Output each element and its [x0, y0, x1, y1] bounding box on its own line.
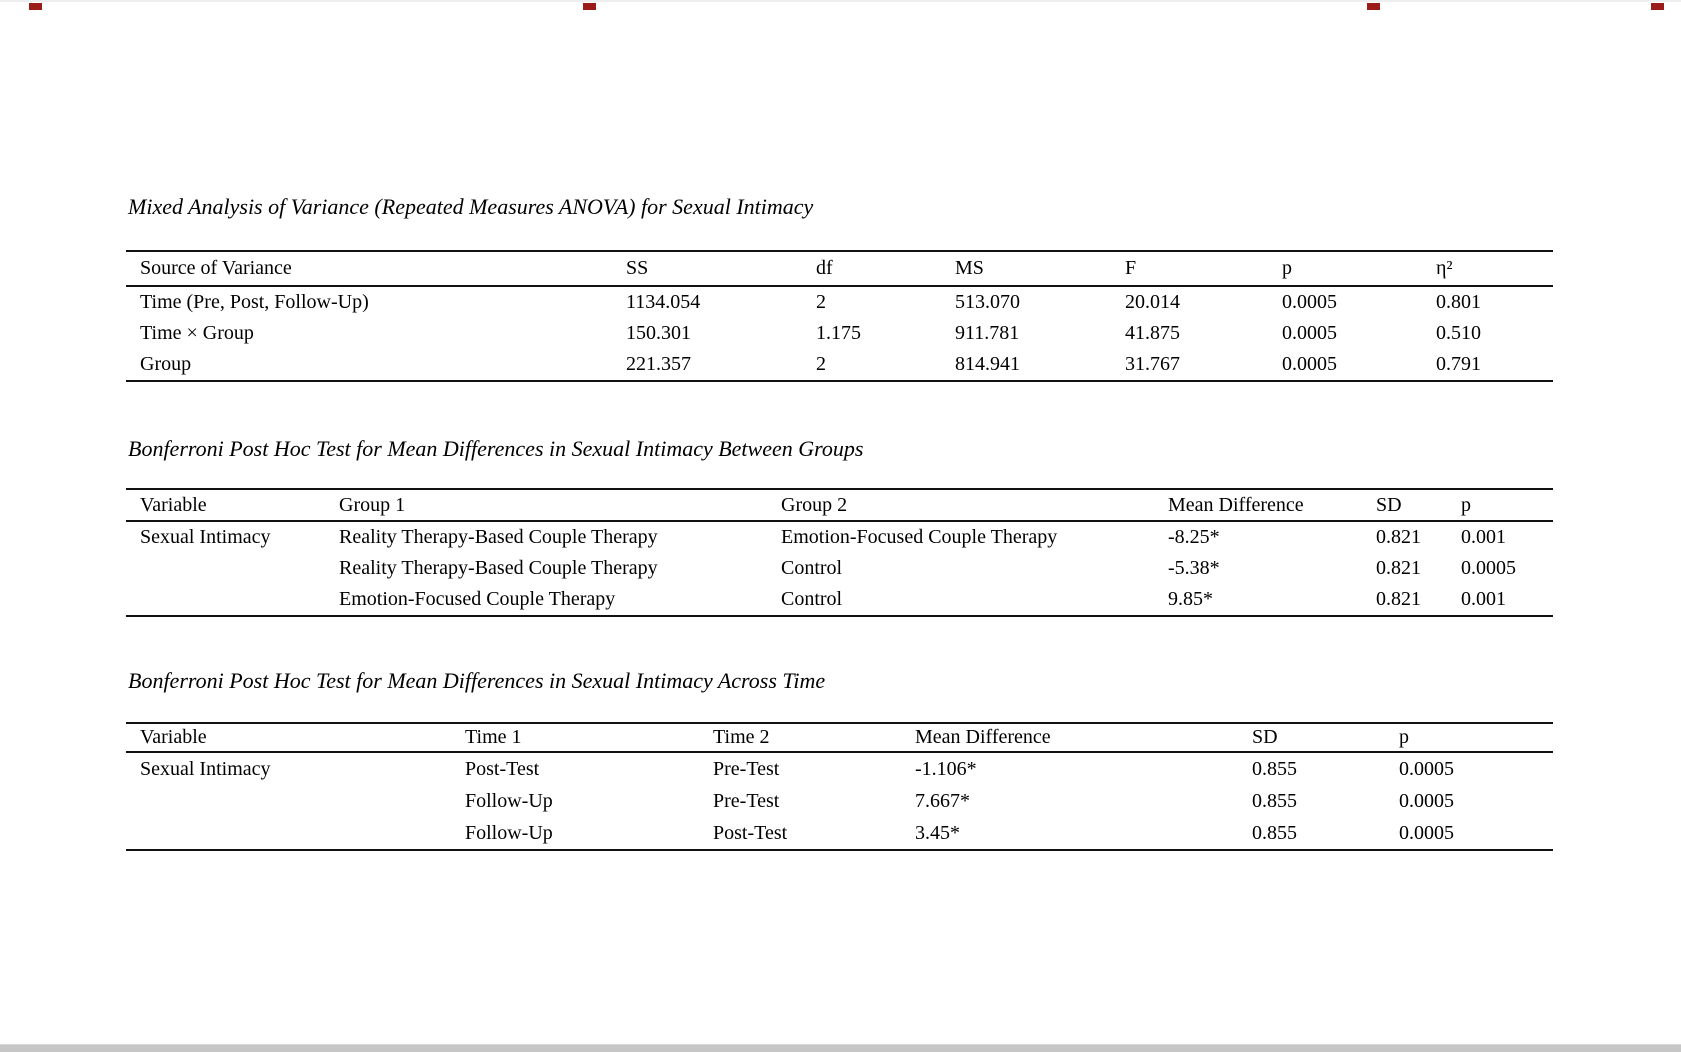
table-cell: Follow-Up	[465, 789, 553, 812]
table-cell: Sexual Intimacy	[140, 526, 271, 548]
table-row	[126, 521, 1553, 553]
table-cell: Post-Test	[465, 757, 540, 780]
table-header-row	[126, 251, 1553, 286]
table-cell: 0.821	[1376, 557, 1421, 579]
table-cell: 0.855	[1238, 817, 1385, 850]
table-cell: 7.667*	[915, 789, 970, 812]
table-cell: 9.85*	[1154, 584, 1362, 616]
table-cell: Sexual Intimacy	[140, 757, 271, 780]
table-row	[126, 286, 1553, 318]
posthoc-time-table-title: Bonferroni Post Hoc Test for Mean Differences in Sexual Intimacy Across Time	[128, 668, 826, 693]
table-cell: Reality Therapy-Based Couple Therapy	[339, 526, 658, 548]
column-header: Group 1	[325, 489, 767, 521]
anova-table-title: Mixed Analysis of Variance (Repeated Measures ANOVA) for Sexual Intimacy	[128, 194, 814, 219]
column-header: SS	[612, 251, 802, 286]
top-red-artifact	[583, 3, 596, 10]
table-row	[126, 785, 1553, 817]
table-row	[126, 584, 1553, 616]
top-red-artifact	[29, 3, 42, 10]
table-cell: 0.855	[1252, 757, 1297, 780]
column-header: p	[1447, 489, 1553, 521]
table-cell: Pre-Test	[713, 757, 780, 780]
table-row	[126, 553, 1553, 584]
table-cell: 0.001	[1461, 526, 1506, 548]
column-header: Variable	[126, 489, 325, 521]
column-header: Time 2	[699, 723, 901, 752]
table-cell: 0.0005	[1282, 322, 1337, 344]
table-cell: -8.25*	[1168, 526, 1220, 548]
table-cell: -1.106*	[915, 757, 977, 780]
table-cell	[126, 785, 451, 817]
table-cell: 814.941	[941, 349, 1111, 381]
table-cell: 0.791	[1422, 349, 1553, 381]
posthoc-time-table	[126, 722, 1553, 851]
table-cell: Emotion-Focused Couple Therapy	[781, 526, 1058, 548]
table-row	[126, 752, 1553, 785]
column-header: F	[1111, 251, 1268, 286]
table-cell: 911.781	[955, 322, 1020, 344]
table-cell: 0.821	[1362, 584, 1447, 616]
table-cell: 31.767	[1111, 349, 1268, 381]
table-cell: 2	[816, 291, 826, 313]
table-cell: 0.821	[1376, 526, 1421, 548]
table-cell: 1134.054	[626, 291, 701, 313]
table-row	[126, 318, 1553, 349]
table-cell: 41.875	[1125, 322, 1180, 344]
previous-page-edge	[0, 0, 1681, 2]
table-cell: 0.510	[1436, 322, 1481, 344]
posthoc-groups-table-title: Bonferroni Post Hoc Test for Mean Differences in Sexual Intimacy Between Groups	[128, 436, 864, 461]
table-cell: 0.001	[1447, 584, 1553, 616]
table-cell: 0.801	[1436, 291, 1481, 313]
table-cell: 0.0005	[1385, 817, 1553, 850]
top-red-artifact	[1367, 3, 1380, 10]
table-cell: Emotion-Focused Couple Therapy	[325, 584, 767, 616]
anova-table	[126, 250, 1553, 382]
table-cell: 0.0005	[1399, 789, 1454, 812]
table-cell: 1.175	[816, 322, 861, 344]
column-header: df	[802, 251, 941, 286]
table-cell: Group	[126, 349, 612, 381]
table-cell: 150.301	[626, 322, 691, 344]
table-cell: Control	[767, 584, 1154, 616]
column-header: Group 2	[767, 489, 1154, 521]
table-cell: 3.45*	[901, 817, 1238, 850]
table-cell: 221.357	[612, 349, 802, 381]
table-cell: Post-Test	[699, 817, 901, 850]
table-cell: Control	[781, 557, 843, 579]
table-cell	[126, 817, 451, 850]
column-header: SD	[1362, 489, 1447, 521]
top-red-artifact	[1651, 3, 1664, 10]
table-cell: 20.014	[1125, 291, 1180, 313]
column-header: Mean Difference	[901, 723, 1238, 752]
table-cell: 0.0005	[1282, 291, 1337, 313]
table-cell: Time × Group	[140, 322, 254, 344]
table-cell: 0.0005	[1461, 557, 1516, 579]
table-cell: Time (Pre, Post, Follow-Up)	[140, 291, 369, 313]
column-header: Mean Difference	[1154, 489, 1362, 521]
table-cell: Pre-Test	[713, 789, 780, 812]
table-cell: Follow-Up	[451, 817, 699, 850]
column-header: MS	[941, 251, 1111, 286]
table-row	[126, 817, 1553, 850]
table-cell: 0.855	[1252, 789, 1297, 812]
table-cell: Reality Therapy-Based Couple Therapy	[339, 557, 658, 579]
table-cell: -5.38*	[1168, 557, 1220, 579]
table-header-row	[126, 489, 1553, 521]
table-cell: 0.0005	[1399, 757, 1454, 780]
column-header: Variable	[126, 723, 451, 752]
column-header: p	[1385, 723, 1553, 752]
table-row	[126, 349, 1553, 381]
column-header: p	[1268, 251, 1422, 286]
table-header-row	[126, 723, 1553, 752]
column-header: SD	[1238, 723, 1385, 752]
column-header: η²	[1422, 251, 1553, 286]
table-cell: 2	[802, 349, 941, 381]
table-cell: 513.070	[955, 291, 1020, 313]
table-cell: 0.0005	[1268, 349, 1422, 381]
column-header: Source of Variance	[126, 251, 612, 286]
table-cell	[126, 584, 325, 616]
posthoc-groups-table	[126, 488, 1553, 617]
table-cell	[126, 553, 325, 584]
column-header: Time 1	[451, 723, 699, 752]
